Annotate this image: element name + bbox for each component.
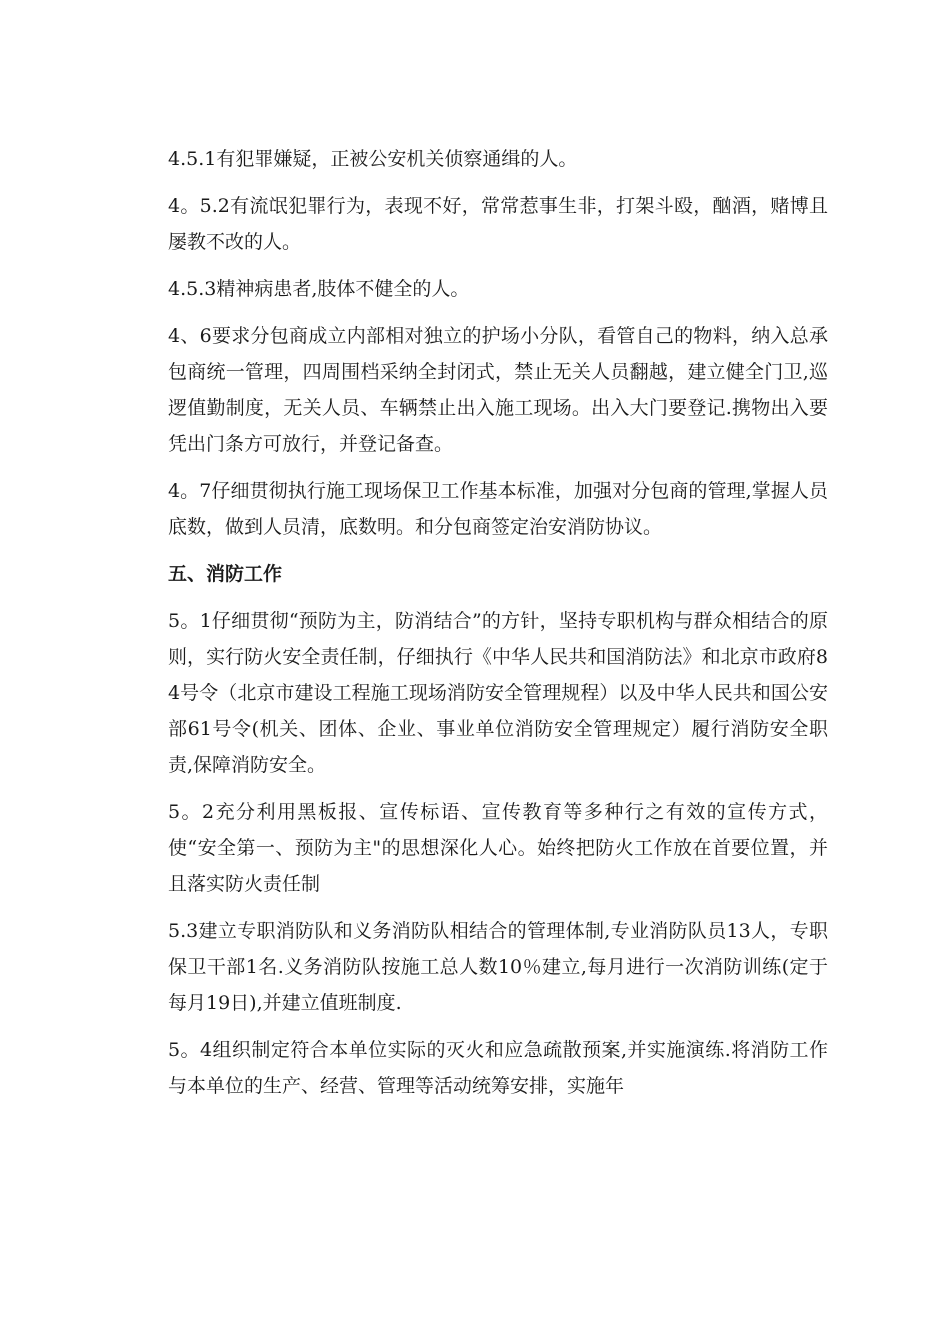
paragraph-4-6: 4、6要求分包商成立内部相对独立的护场小分队，看管自己的物料，纳入总承包商统一管理，四周围档采纳全封闭式，禁止无关人员翻越，建立健全门卫,巡逻值勤制度，无关人员、车辆禁止出入施工现场。出入大门要登记.携物出入要凭出门条方可放行，并登记备查。 (168, 325, 828, 455)
paragraph-4-5-1: 4.5.1有犯罪嫌疑，正被公安机关侦察通缉的人。 (168, 148, 578, 170)
paragraph-4-7: 4。7仔细贯彻执行施工现场保卫工作基本标准，加强对分包商的管理,掌握人员底数，做到人员清，底数明。和分包商签定治安消防协议。 (168, 480, 828, 538)
section-heading: 五、消防工作 (168, 563, 283, 585)
document-body (168, 141, 828, 1115)
paragraph-5-3: 5.3建立专职消防队和义务消防队相结合的管理体制,专业消防队员13人，专职保卫干部1名.义务消防队按施工总人数10％建立,每月进行一次消防训练(定于每月19日),并建立值班制度. (168, 920, 828, 1014)
paragraph-4-5-3: 4.5.3精神病患者,肢体不健全的人。 (168, 278, 470, 300)
paragraph-4-5-2: 4。5.2有流氓犯罪行为，表现不好，常常惹事生非，打架斗殴，酗酒，赌博且屡教不改的人。 (168, 195, 828, 253)
paragraph-5-4: 5。4组织制定符合本单位实际的灭火和应急疏散预案,并实施演练.将消防工作与本单位的生产、经营、管理等活动统筹安排，实施年 (168, 1039, 828, 1097)
paragraph-5-2: 5。2充分利用黑板报、宣传标语、宣传教育等多种行之有效的宣传方式，使“安全第一、预防为主"的思想深化人心。始终把防火工作放在首要位置，并且落实防火责任制 (168, 801, 828, 895)
paragraph-5-1: 5。1仔细贯彻“预防为主，防消结合”的方针，坚持专职机构与群众相结合的原则，实行防火安全责任制，仔细执行《中华人民共和国消防法》和北京市政府84号令（北京市建设工程施工现场消防安全管理规程）以及中华人民共和国公安部61号令(机关、团体、企业、事业单位消防安全管理规定）履行消防安全职责,保障消防安全。 (168, 610, 828, 776)
